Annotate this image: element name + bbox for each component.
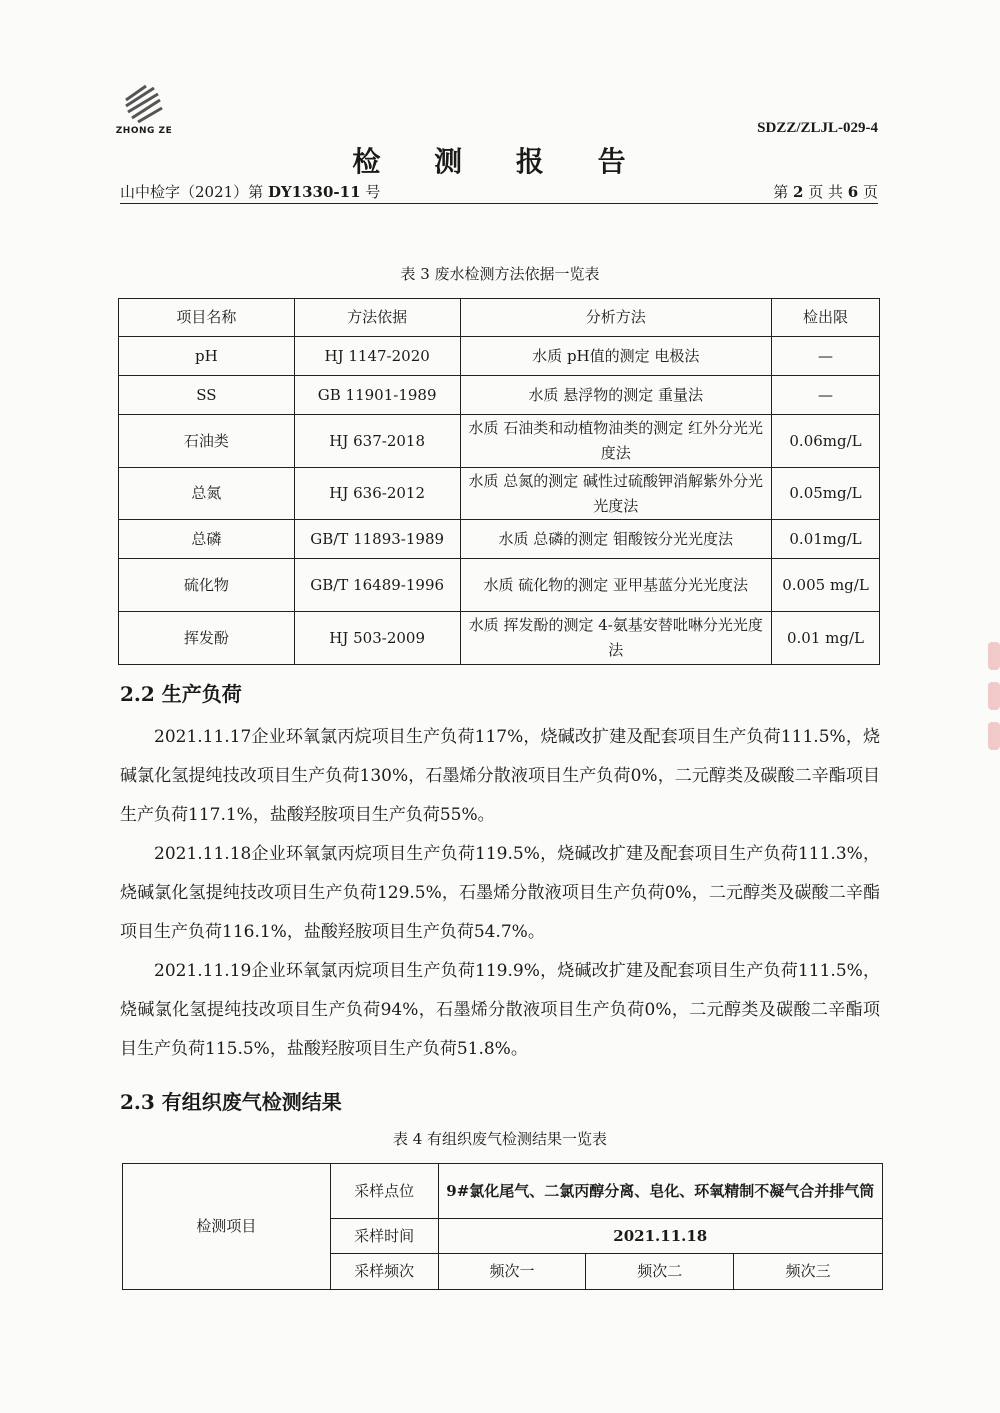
table-row	[123, 1164, 883, 1219]
point-value-cell: 9#氯化尾气、二氯丙醇分离、皂化、环氧精制不凝气合并排气筒	[438, 1164, 882, 1219]
page-label: 第	[773, 183, 789, 201]
limit-cell: 0.01 mg/L	[772, 612, 880, 665]
standard-cell: HJ 1147-2020	[294, 337, 460, 376]
header-cell: 方法依据	[294, 299, 460, 337]
method-cell: 水质 挥发酚的测定 4-氨基安替吡啉分光光度法	[460, 612, 771, 665]
item-name-cell: SS	[119, 376, 295, 415]
method-cell: 水质 硫化物的测定 亚甲基蓝分光光度法	[460, 559, 771, 612]
page-current: 2	[792, 183, 804, 201]
header-rule	[120, 203, 878, 204]
freq-cell: 频次二	[586, 1254, 734, 1290]
freq-cell: 频次一	[438, 1254, 586, 1290]
freq-label-cell: 采样频次	[330, 1254, 438, 1290]
section-heading-production-load: 2.2 生产负荷	[120, 682, 242, 706]
item-name-cell: 挥发酚	[119, 612, 295, 665]
method-cell: 水质 总磷的测定 钼酸铵分光光度法	[460, 520, 771, 559]
method-cell: 水质 悬浮物的测定 重量法	[460, 376, 771, 415]
item-name-cell: pH	[119, 337, 295, 376]
standard-cell: HJ 636-2012	[294, 468, 460, 520]
table-row	[119, 520, 880, 559]
item-name-cell: 石油类	[119, 415, 295, 468]
limit-cell: 0.06mg/L	[772, 415, 880, 468]
time-value-cell: 2021.11.18	[438, 1219, 882, 1254]
seal-fragment	[988, 722, 1000, 750]
logo-stripes-icon	[112, 84, 176, 128]
header-cell: 检出限	[772, 299, 880, 337]
table-row	[119, 337, 880, 376]
section-heading-organized-gas: 2.3 有组织废气检测结果	[120, 1090, 342, 1114]
table-row	[119, 376, 880, 415]
table3-caption: 表 3 废水检测方法依据一览表	[400, 265, 600, 283]
company-logo	[112, 84, 182, 140]
item-label-cell: 检测项目	[123, 1164, 331, 1290]
paragraph-load-1118: 2021.11.18企业环氧氯丙烷项目生产负荷119.5%，烧碱改扩建及配套项目生产负荷111.3%，烧碱氯化氢提纯技改项目生产负荷129.5%，石墨烯分散液项目生产负荷0%，二元醇类及碳酸二辛酯项目生产负荷116.1%，盐酸羟胺项目生产负荷54.7%。	[120, 844, 880, 942]
organized-gas-result-table	[122, 1163, 883, 1290]
item-name-cell: 总磷	[119, 520, 295, 559]
table-row	[119, 612, 880, 665]
table-row	[119, 468, 880, 520]
logo-text: ZHONG ZE	[115, 126, 173, 136]
standard-cell: GB/T 16489-1996	[294, 559, 460, 612]
paragraph-load-1117: 2021.11.17企业环氧氯丙烷项目生产负荷117%，烧碱改扩建及配套项目生产负荷111.5%，烧碱氯化氢提纯技改项目生产负荷130%，石墨烯分散液项目生产负荷0%，二元醇类及碳酸二辛酯项目生产负荷117.1%，盐酸羟胺项目生产负荷55%。	[120, 727, 880, 825]
report-number-prefix: 山中检字（2021）第	[120, 183, 264, 201]
method-cell: 水质 石油类和动植物油类的测定 红外分光光度法	[460, 415, 771, 468]
report-number	[120, 181, 380, 202]
point-label-cell: 采样点位	[330, 1164, 438, 1219]
header-cell: 项目名称	[119, 299, 295, 337]
method-cell: 水质 pH值的测定 电极法	[460, 337, 771, 376]
table4-caption: 表 4 有组织废气检测结果一览表	[392, 1130, 608, 1148]
page-end: 页	[862, 183, 878, 201]
paragraph-load-1119: 2021.11.19企业环氧氯丙烷项目生产负荷119.9%，烧碱改扩建及配套项目生产负荷111.5%，烧碱氯化氢提纯技改项目生产负荷94%，石墨烯分散液项目生产负荷0%，二元醇类及碳酸二辛酯项目生产负荷115.5%，盐酸羟胺项目生产负荷51.8%。	[120, 961, 880, 1059]
report-title: 检 测 报 告	[352, 145, 648, 178]
limit-cell: —	[772, 376, 880, 415]
limit-cell: —	[772, 337, 880, 376]
limit-cell: 0.005 mg/L	[772, 559, 880, 612]
time-label-cell: 采样时间	[330, 1219, 438, 1254]
page-mid: 页 共	[808, 183, 843, 201]
report-number-id: DY1330-11	[267, 183, 361, 201]
header-cell: 分析方法	[460, 299, 771, 337]
seal-stamp-edge	[982, 630, 1000, 820]
page-info	[773, 181, 878, 202]
table-row	[119, 559, 880, 612]
document-code: SDZZ/ZLJL-029-4	[757, 120, 878, 136]
freq-cell: 频次三	[734, 1254, 883, 1290]
standard-cell: GB/T 11893-1989	[294, 520, 460, 559]
page-total: 6	[847, 183, 859, 201]
seal-fragment	[988, 682, 1000, 710]
table-header-row	[119, 299, 880, 337]
item-name-cell: 硫化物	[119, 559, 295, 612]
wastewater-method-table	[118, 298, 880, 665]
report-number-suffix: 号	[365, 183, 381, 201]
seal-fragment	[988, 642, 1000, 670]
item-name-cell: 总氮	[119, 468, 295, 520]
table-row	[119, 415, 880, 468]
standard-cell: GB 11901-1989	[294, 376, 460, 415]
method-cell: 水质 总氮的测定 碱性过硫酸钾消解紫外分光光度法	[460, 468, 771, 520]
limit-cell: 0.01mg/L	[772, 520, 880, 559]
standard-cell: HJ 637-2018	[294, 415, 460, 468]
standard-cell: HJ 503-2009	[294, 612, 460, 665]
limit-cell: 0.05mg/L	[772, 468, 880, 520]
